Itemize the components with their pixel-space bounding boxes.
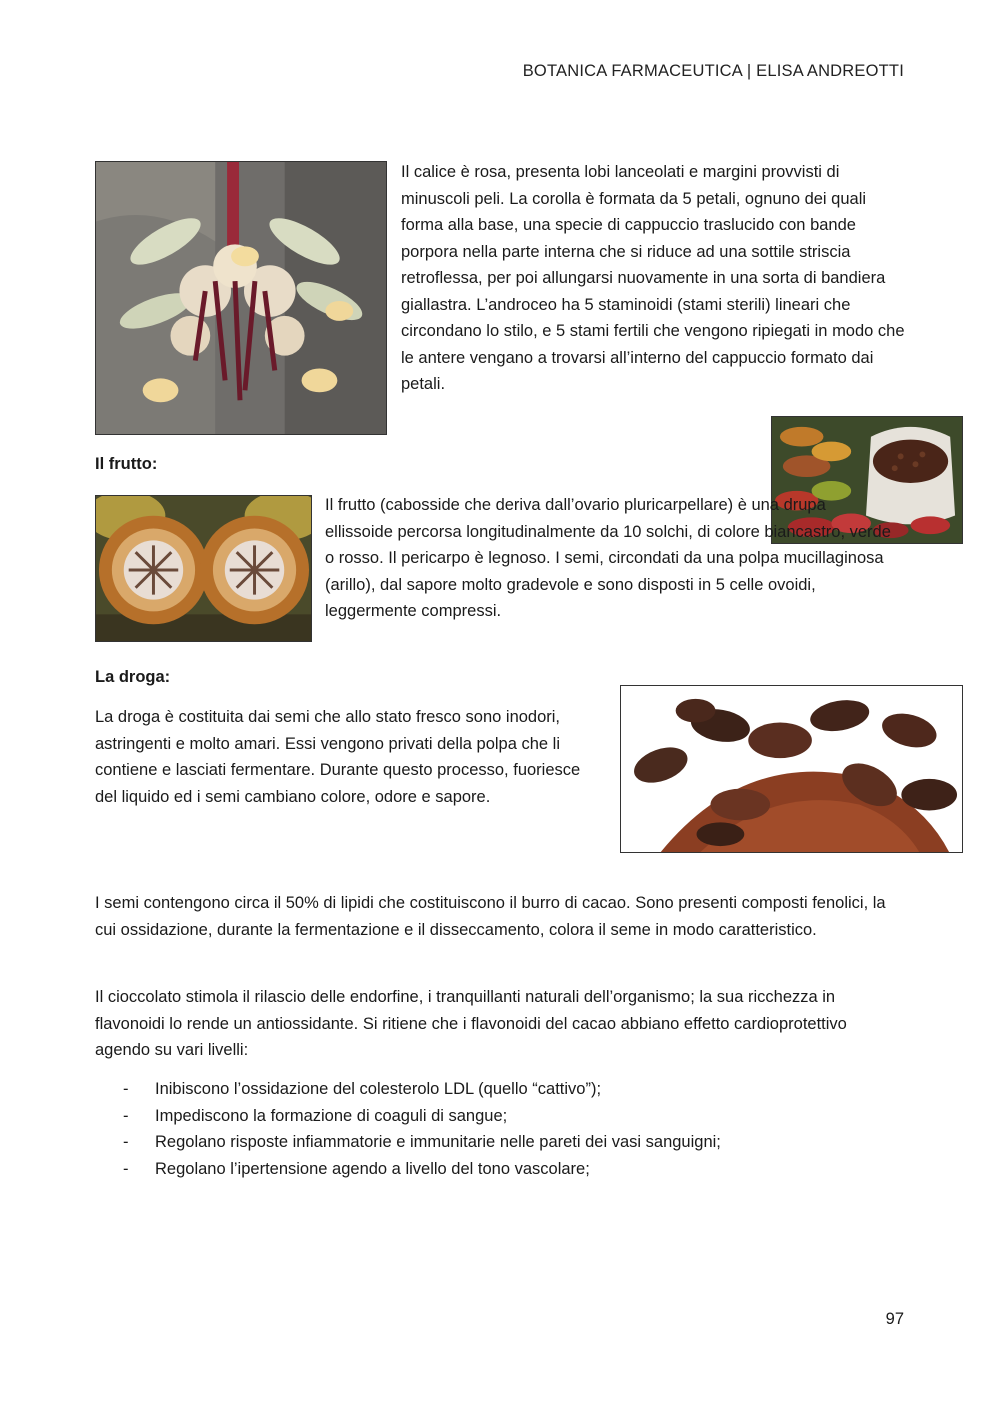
chocolate-paragraph: Il cioccolato stimola il rilascio delle endorfine, i tranquillanti naturali dell’organismo; la sua ricchezza in flavonoidi lo rende un antiossidante. Si ritiene che i flavonoidi del cacao abbiano effetto cardioprotettivo agendo su vari livelli:	[95, 988, 847, 1059]
cacao-fruit-cross-section-photo	[95, 495, 312, 642]
cacao-flower-photo	[95, 161, 387, 435]
list-item: - Impediscono la formazione di coaguli di sangue;	[95, 1103, 905, 1130]
bullet-marker: -	[123, 1106, 129, 1125]
cacao-beans-powder-photo	[620, 685, 963, 853]
section-heading-droga: La droga:	[95, 668, 171, 686]
list-item: - Regolano risposte infiammatorie e immunitarie nelle pareti dei vasi sanguigni;	[95, 1129, 905, 1156]
lipids-paragraph: I semi contengono circa il 50% di lipidi che costituiscono il burro di cacao. Sono presenti composti fenolici, la cui ossidazione, durante la fermentazione e il disseccamento, colora il seme in modo caratteristico.	[95, 894, 886, 939]
flower-description: Il calice è rosa, presenta lobi lanceolati e margini provvisti di minuscoli peli. La corolla è formata da 5 petali, ognuno dei quali forma alla base, una specie di cappuccio traslucido con bande porpora nella parte interna che si riduce ad una sottile striscia retroflessa, per poi allungarsi nuovamente in una sorta di bandiera giallastra. L’androceo ha 5 staminoidi (stami sterili) lineari che circondano lo stilo, e 5 stami fertili che vengono ripiegati in modo che le antere vengano a trovarsi all’interno del cappuccio formato dai petali.	[401, 163, 905, 393]
bullet-marker: -	[123, 1080, 129, 1098]
page-header: BOTANICA FARMACEUTICA | ELISA ANDREOTTI	[522, 62, 904, 80]
bullet-marker: -	[123, 1159, 129, 1178]
list-item: - Inibiscono l’ossidazione del colesterolo LDL (quello “cattivo”);	[95, 1076, 905, 1103]
drug-description: La droga è costituita dai semi che allo stato fresco sono inodori, astringenti e molto amari. Essi vengono privati della polpa che li contiene e lasciati fermentare. Durante questo processo, fuoriesce del liquido ed i semi cambiano colore, odore e sapore.	[95, 708, 581, 806]
bullet-marker: -	[123, 1133, 129, 1151]
flavonoid-effects-list	[95, 1076, 905, 1182]
section-heading-frutto: Il frutto:	[95, 455, 158, 473]
list-item: - Regolano l’ipertensione agendo a livello del tono vascolare;	[95, 1156, 905, 1183]
page-number: 97	[885, 1310, 904, 1328]
fruit-description: Il frutto (cabosside che deriva dall’ovario pluricarpellare) è una drupa ellissoide percorsa longitudinalmente da 10 solchi, di colore biancastro, verde o rosso. Il pericarpo è legnoso. I semi, circondati da una polpa mucillaginosa (arillo), dal sapore molto gradevole e sono disposti in 5 celle ovoidi, leggermente compressi.	[325, 496, 891, 620]
